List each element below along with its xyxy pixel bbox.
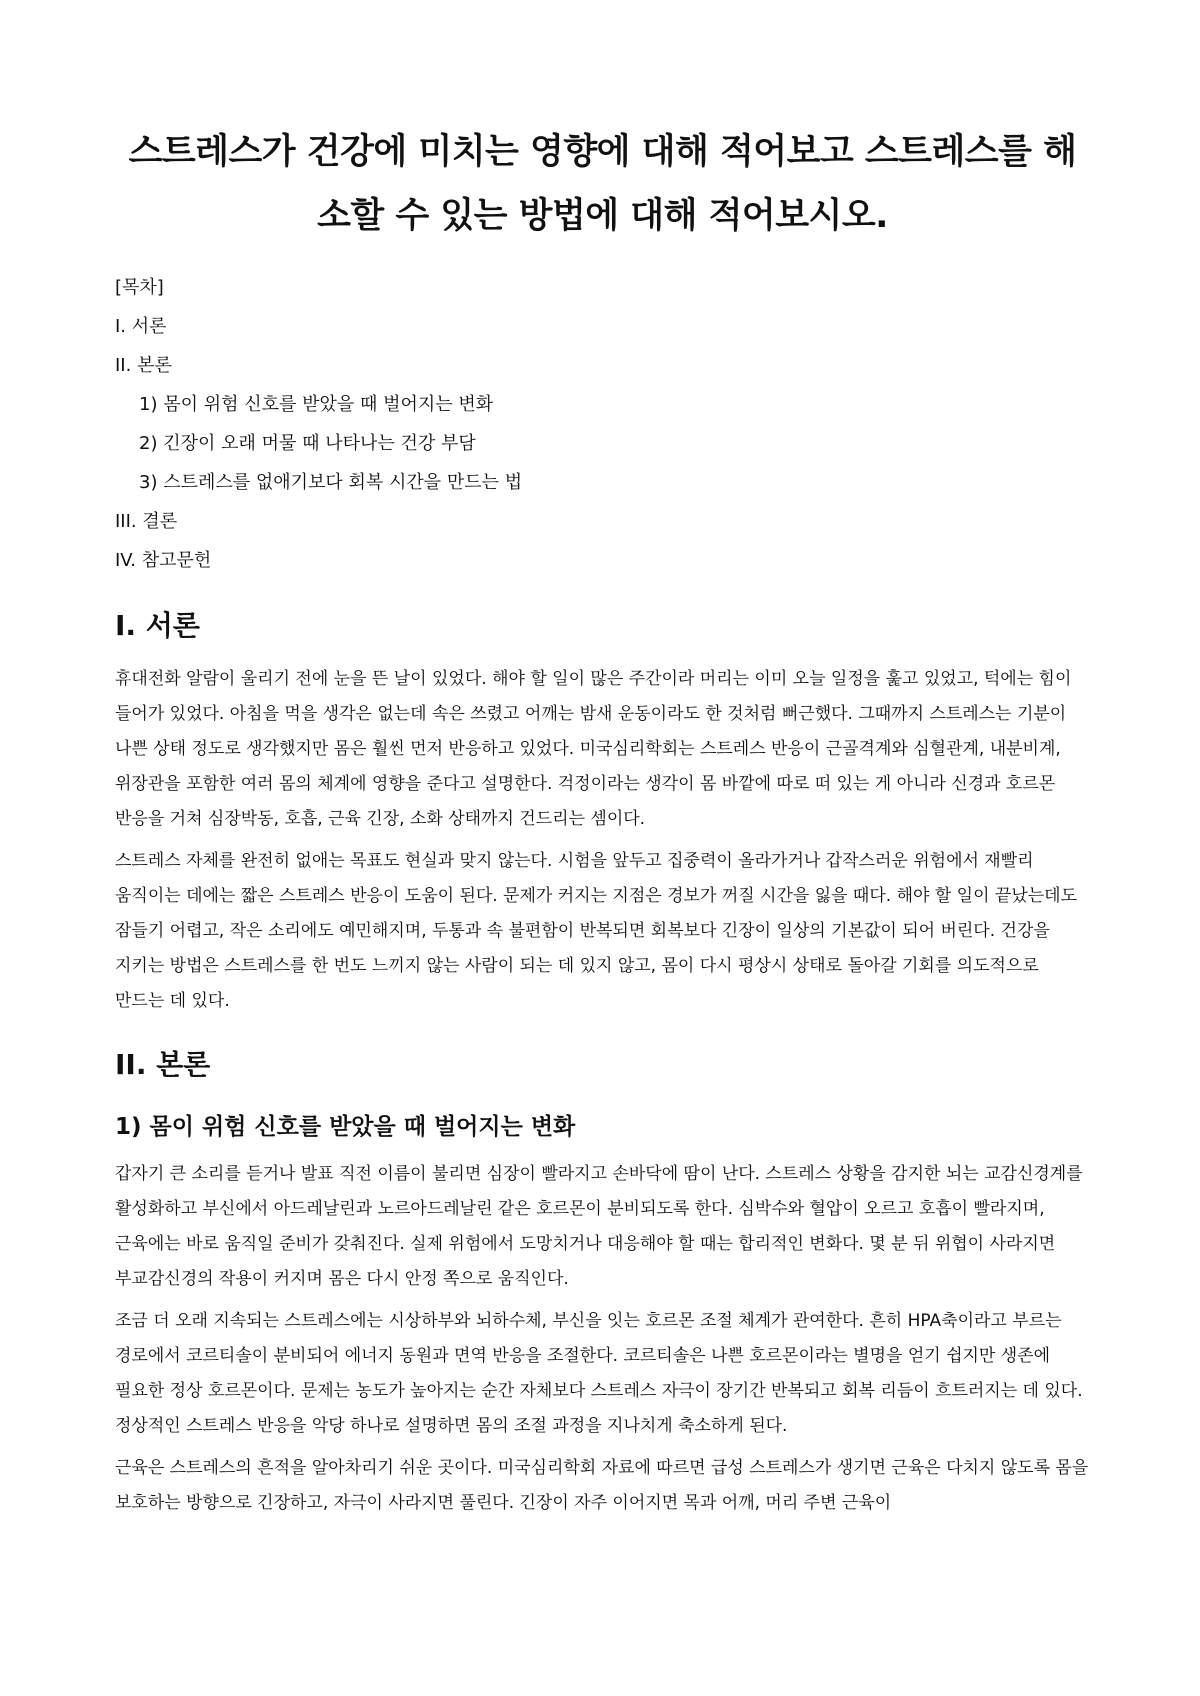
toc-heading: [목차] bbox=[115, 277, 164, 298]
section-heading-introduction: I. 서론 bbox=[115, 609, 200, 642]
toc-item-body: II. 본론 bbox=[115, 355, 172, 376]
paragraph: 휴대전화 알람이 울리기 전에 눈을 뜬 날이 있었다. 해야 할 일이 많은 주간이라 머리는 이미 오늘 일정을 훑고 있었고, 턱에는 힘이 들어가 있었다. 아침을 먹을 생각은 없는데 속은 쓰렸고 어깨는 밤새 운동이라도 한 것처럼 뻐근했다. 그때까지 스트레스는 기분이 나쁜 상태 정도로 생각했지만 몸은 훨씬 먼저 반응하고 있었다. 미국심리학회는 스트레스 반응이 근골격계와 심혈관계, 내분비계, 위장관을 포함한 여러 몸의 체계에 영향을 준다고 설명한다. 걱정이라는 생각이 몸 바깥에 따로 떠 있는 게 아니라 신경과 호르몬 반응을 거쳐 심장박동, 호흡, 근육 긴장, 소화 상태까지 건드리는 셈이다. bbox=[115, 669, 1072, 829]
paragraph: 근육은 스트레스의 흔적을 알아차리기 쉬운 곳이다. 미국심리학회 자료에 따르면 급성 스트레스가 생기면 근육은 다치지 않도록 몸을 보호하는 방향으로 긴장하고, 자극이 사라지면 풀린다. 긴장이 자주 이어지면 목과 어깨, 머리 주변 근육이 bbox=[115, 1458, 1089, 1513]
document-title: 스트레스가 건강에 미치는 영향에 대해 적어보고 스트레스를 해소할 수 있는 방법에 대해 적어보시오. bbox=[128, 132, 1077, 236]
paragraph: 갑자기 큰 소리를 듣거나 발표 직전 이름이 불리면 심장이 빨라지고 손바닥에 땀이 난다. 스트레스 상황을 감지한 뇌는 교감신경계를 활성화하고 부신에서 아드레날린과 노르아드레날린 같은 호르몬이 분비되도록 한다. 심박수와 혈압이 오르고 호흡이 빨라지며, 근육에는 바로 움직일 준비가 갖춰진다. 실제 위험에서 도망치거나 대응해야 할 때는 합리적인 변화다. 몇 분 뒤 위협이 사라지면 부교감신경의 작용이 커지며 몸은 다시 안정 쪽으로 움직인다. bbox=[115, 1164, 1083, 1289]
toc-item-references: IV. 참고문헌 bbox=[115, 550, 212, 571]
toc-subitem-3: 3) 스트레스를 없애기보다 회복 시간을 만드는 법 bbox=[139, 472, 523, 493]
paragraph: 조금 더 오래 지속되는 스트레스에는 시상하부와 뇌하수체, 부신을 잇는 호르몬 조절 체계가 관여한다. 흔히 HPA축이라고 부르는 경로에서 코르티솔이 분비되어 에너지 동원과 면역 반응을 조절한다. 코르티솔은 나쁜 호르몬이라는 별명을 얻기 쉽지만 생존에 필요한 정상 호르몬이다. 문제는 농도가 높아지는 순간 자체보다 스트레스 자극이 장기간 반복되고 회복 리듬이 흐트러지는 데 있다. 정상적인 스트레스 반응을 악당 하나로 설명하면 몸의 조절 과정을 지나치게 축소하게 된다. bbox=[115, 1311, 1083, 1436]
section-heading-body: II. 본론 bbox=[115, 1048, 211, 1081]
subsection-heading-1: 1) 몸이 위험 신호를 받았을 때 벌어지는 변화 bbox=[115, 1114, 576, 1140]
paragraph: 스트레스 자체를 완전히 없애는 목표도 현실과 맞지 않는다. 시험을 앞두고 집중력이 올라가거나 갑작스러운 위험에서 재빨리 움직이는 데에는 짧은 스트레스 반응이 도움이 된다. 문제가 커지는 지점은 경보가 꺼질 시간을 잃을 때다. 해야 할 일이 끝났는데도 잠들기 어렵고, 작은 소리에도 예민해지며, 두통과 속 불편함이 반복되면 회복보다 긴장이 일상의 기본값이 되어 버린다. 건강을 지키는 방법은 스트레스를 한 번도 느끼지 않는 사람이 되는 데 있지 않고, 몸이 다시 평상시 상태로 돌아갈 기회를 의도적으로 만드는 데 있다. bbox=[115, 851, 1078, 1011]
section-introduction bbox=[115, 606, 1090, 1019]
table-of-contents bbox=[115, 268, 1090, 580]
toc-subitem-2: 2) 긴장이 오래 머물 때 나타나는 건강 부담 bbox=[139, 433, 476, 454]
toc-subitem-1: 1) 몸이 위험 신호를 받았을 때 벌어지는 변화 bbox=[139, 394, 494, 415]
toc-item-introduction: I. 서론 bbox=[115, 316, 167, 337]
section-body bbox=[115, 1045, 1090, 1521]
document-page bbox=[115, 0, 1090, 1528]
toc-item-conclusion: III. 결론 bbox=[115, 511, 178, 532]
